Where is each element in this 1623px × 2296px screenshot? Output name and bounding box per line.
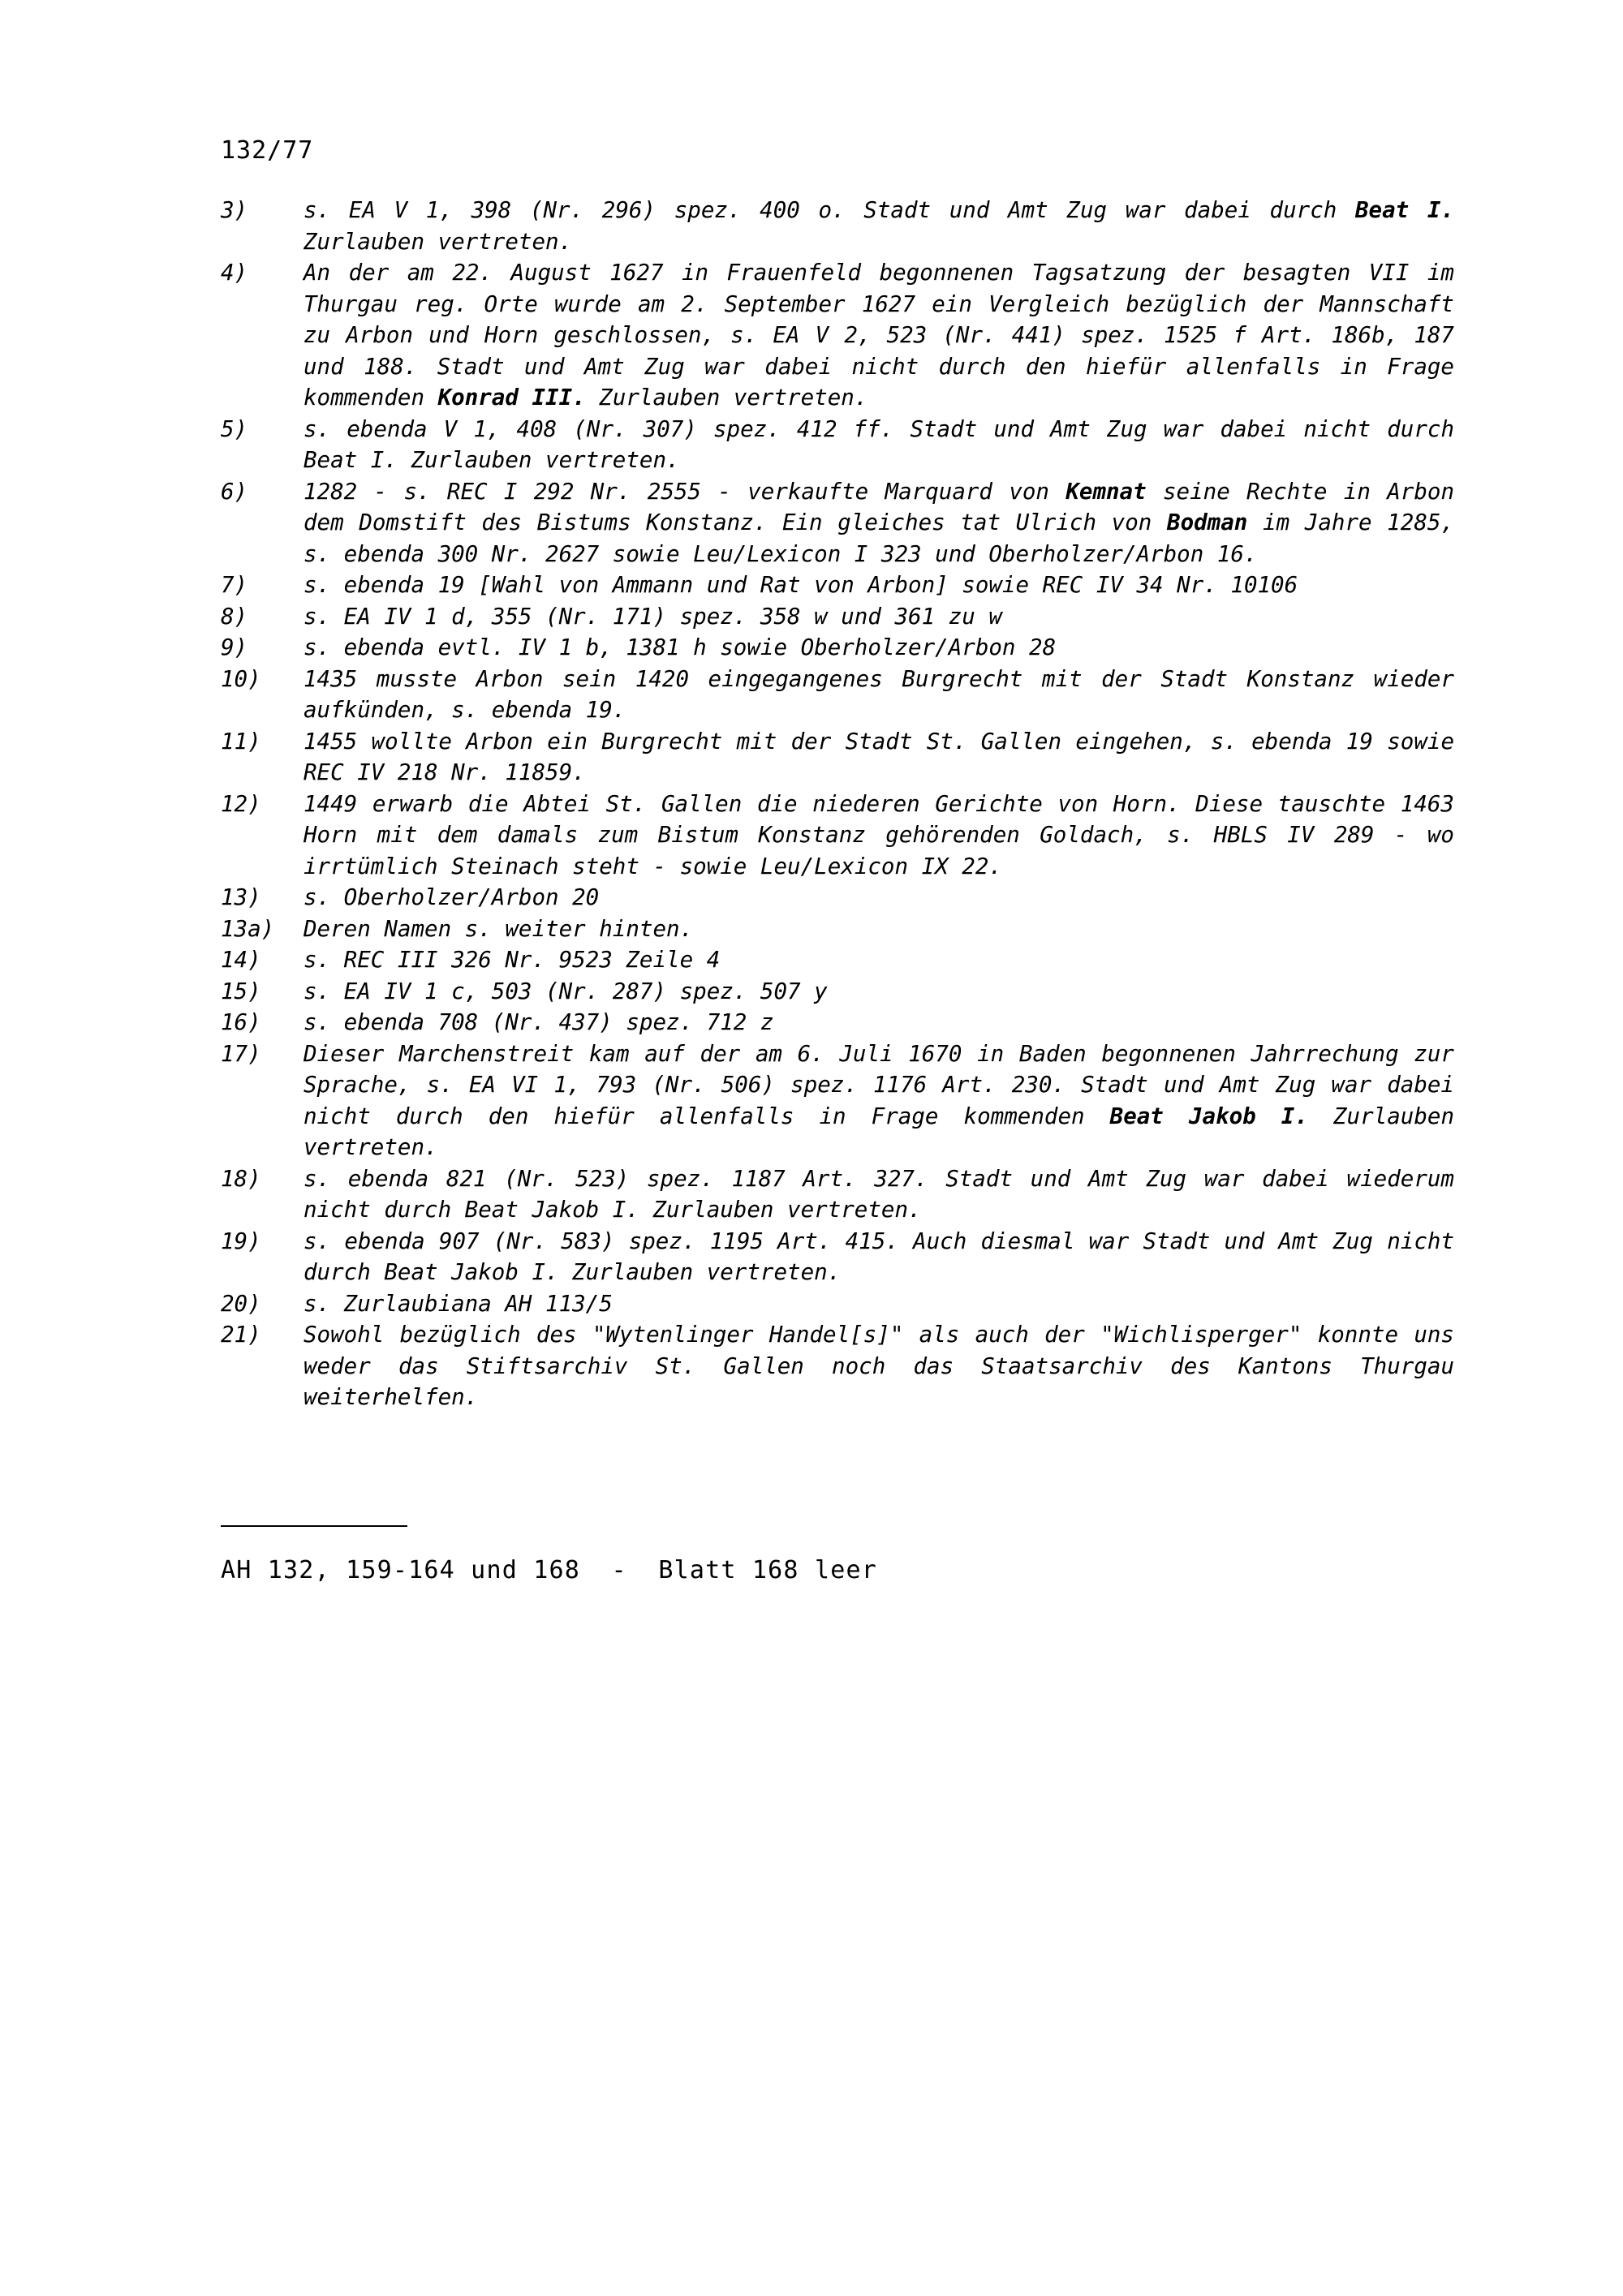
footnote-marker: 19) <box>221 1228 261 1254</box>
footnote-text: s. ebenda 907 (Nr. 583) spez. 1195 Art. 415. Auch diesmal war Stadt und Amt Zug nicht durch Beat Jakob I. Zurlauben vertreten. <box>304 1228 1454 1285</box>
footnote-item <box>221 726 1454 789</box>
footnote-marker: 18) <box>221 1165 261 1192</box>
footnote-marker: 16) <box>221 1009 261 1035</box>
footnote-text: s. ebenda 821 (Nr. 523) spez. 1187 Art. 327. Stadt und Amt Zug war dabei wiederum nicht durch Beat Jakob I. Zurlauben vertreten. <box>304 1165 1454 1223</box>
footnote-marker: 8) <box>221 603 248 630</box>
archive-reference-footer: AH 132, 159-164 und 168 - Blatt 168 leer <box>221 1556 877 1584</box>
footnote-list <box>221 195 1454 1413</box>
footnote-marker: 7) <box>221 572 248 598</box>
footnote-text: s. ebenda V 1, 408 (Nr. 307) spez. 412 ff. Stadt und Amt Zug war dabei nicht durch Beat I. Zurlauben vertreten. <box>304 415 1454 473</box>
footnote-item <box>221 944 1454 976</box>
footnote-marker: 6) <box>221 478 248 505</box>
footnote-item <box>221 570 1454 601</box>
footnote-marker: 5) <box>221 415 248 442</box>
footnote-item <box>221 1288 1454 1320</box>
footnote-text: 1435 musste Arbon sein 1420 eingegangenes Burgrecht mit der Stadt Konstanz wieder aufkünden, s. ebenda 19. <box>304 665 1454 723</box>
footnote-marker: 14) <box>221 947 261 973</box>
footnote-text: 1455 wollte Arbon ein Burgrecht mit der Stadt St. Gallen eingehen, s. ebenda 19 sowie REC IV 218 Nr. 11859. <box>304 728 1454 785</box>
footnote-item <box>221 664 1454 726</box>
footnote-marker: 13) <box>221 884 261 910</box>
footnote-text: Deren Namen s. weiter hinten. <box>304 915 694 942</box>
footnote-text: s. EA V 1, 398 (Nr. 296) spez. 400 o. Stadt und Amt Zug war dabei durch Beat I. Zurlauben vertreten. <box>304 197 1454 255</box>
footnote-text: s. ebenda 708 (Nr. 437) spez. 712 z <box>304 1009 774 1035</box>
footnote-item <box>221 414 1454 476</box>
footnote-marker: 20) <box>221 1290 261 1317</box>
footnote-text: s. EA IV 1 d, 355 (Nr. 171) spez. 358 w und 361 zu w <box>304 603 1002 630</box>
footnote-item <box>221 601 1454 633</box>
footnote-marker: 10) <box>221 665 261 692</box>
footnote-text: 1449 erwarb die Abtei St. Gallen die niederen Gerichte von Horn. Diese tauschte 1463 Horn mit dem damals zum Bistum Konstanz gehörenden Goldach, s. HBLS IV 289 - wo irrtümlich Steinach steht - sowie Leu/Lexicon IX 22. <box>304 790 1454 879</box>
footnote-item <box>221 632 1454 664</box>
footnote-text: s. Zurlaubiana AH 113/5 <box>304 1290 613 1317</box>
footnote-text: s. Oberholzer/Arbon 20 <box>304 884 600 910</box>
footnote-item <box>221 1163 1454 1226</box>
horizontal-rule <box>221 1525 407 1527</box>
footnote-marker: 11) <box>221 728 261 755</box>
footnote-marker: 17) <box>221 1040 261 1067</box>
footnote-item <box>221 195 1454 257</box>
footnote-item <box>221 1319 1454 1413</box>
footnote-marker: 12) <box>221 790 261 817</box>
footnote-text: s. ebenda evtl. IV 1 b, 1381 h sowie Oberholzer/Arbon 28 <box>304 634 1057 660</box>
footnote-item <box>221 257 1454 414</box>
footnote-text: 1282 - s. REC I 292 Nr. 2555 - verkaufte Marquard von Kemnat seine Rechte in Arbon dem Domstift des Bistums Konstanz. Ein gleiches tat Ulrich von Bodman im Jahre 1285, s. ebenda 300 Nr. 2627 sowie Leu/Lexicon I 323 und Oberholzer/Arbon 16. <box>304 478 1455 567</box>
footnote-marker: 21) <box>221 1322 261 1348</box>
page-number: 132/77 <box>221 136 314 165</box>
footnote-text: Sowohl bezüglich des "Wytenlinger Handel[s]" als auch der "Wichlisperger" konnte uns weder das Stiftsarchiv St. Gallen noch das Staatsarchiv des Kantons Thurgau weiterhelfen. <box>304 1322 1454 1410</box>
footnote-marker: 15) <box>221 978 261 1004</box>
footnote-marker: 9) <box>221 634 248 660</box>
footnote-item <box>221 882 1454 914</box>
footnote-text: s. REC III 326 Nr. 9523 Zeile 4 <box>304 947 721 973</box>
footnote-item <box>221 976 1454 1008</box>
footnote-marker: 13a) <box>221 915 275 942</box>
footnote-text: Dieser Marchenstreit kam auf der am 6. Juli 1670 in Baden begonnenen Jahrrechung zur Sprache, s. EA VI 1, 793 (Nr. 506) spez. 1176 Art. 230. Stadt und Amt Zug war dabei nicht durch den hiefür allenfalls in Frage kommenden Beat Jakob I. Zurlauben vertreten. <box>304 1040 1455 1160</box>
footnote-item <box>221 914 1454 945</box>
footnote-item <box>221 1038 1454 1163</box>
footnote-item <box>221 789 1454 883</box>
footnote-item <box>221 476 1454 570</box>
footnote-marker: 3) <box>221 197 248 223</box>
footnote-text: s. ebenda 19 [Wahl von Ammann und Rat von Arbon] sowie REC IV 34 Nr. 10106 <box>304 572 1298 598</box>
footnote-text: s. EA IV 1 c, 503 (Nr. 287) spez. 507 y <box>304 978 828 1004</box>
footnote-marker: 4) <box>221 260 248 286</box>
footnote-text: An der am 22. August 1627 in Frauenfeld begonnenen Tagsatzung der besagten VII im Thurgau reg. Orte wurde am 2. September 1627 ein Vergleich bezüglich der Mannschaft zu Arbon und Horn geschlossen, s. EA V 2, 523 (Nr. 441) spez. 1525 f Art. 186b, 187 und 188. Stadt und Amt Zug war dabei nicht durch den hiefür allenfalls in Frage kommenden Konrad III. Zurlauben vertreten. <box>304 260 1454 411</box>
footnote-item <box>221 1007 1454 1038</box>
footnote-item <box>221 1226 1454 1288</box>
